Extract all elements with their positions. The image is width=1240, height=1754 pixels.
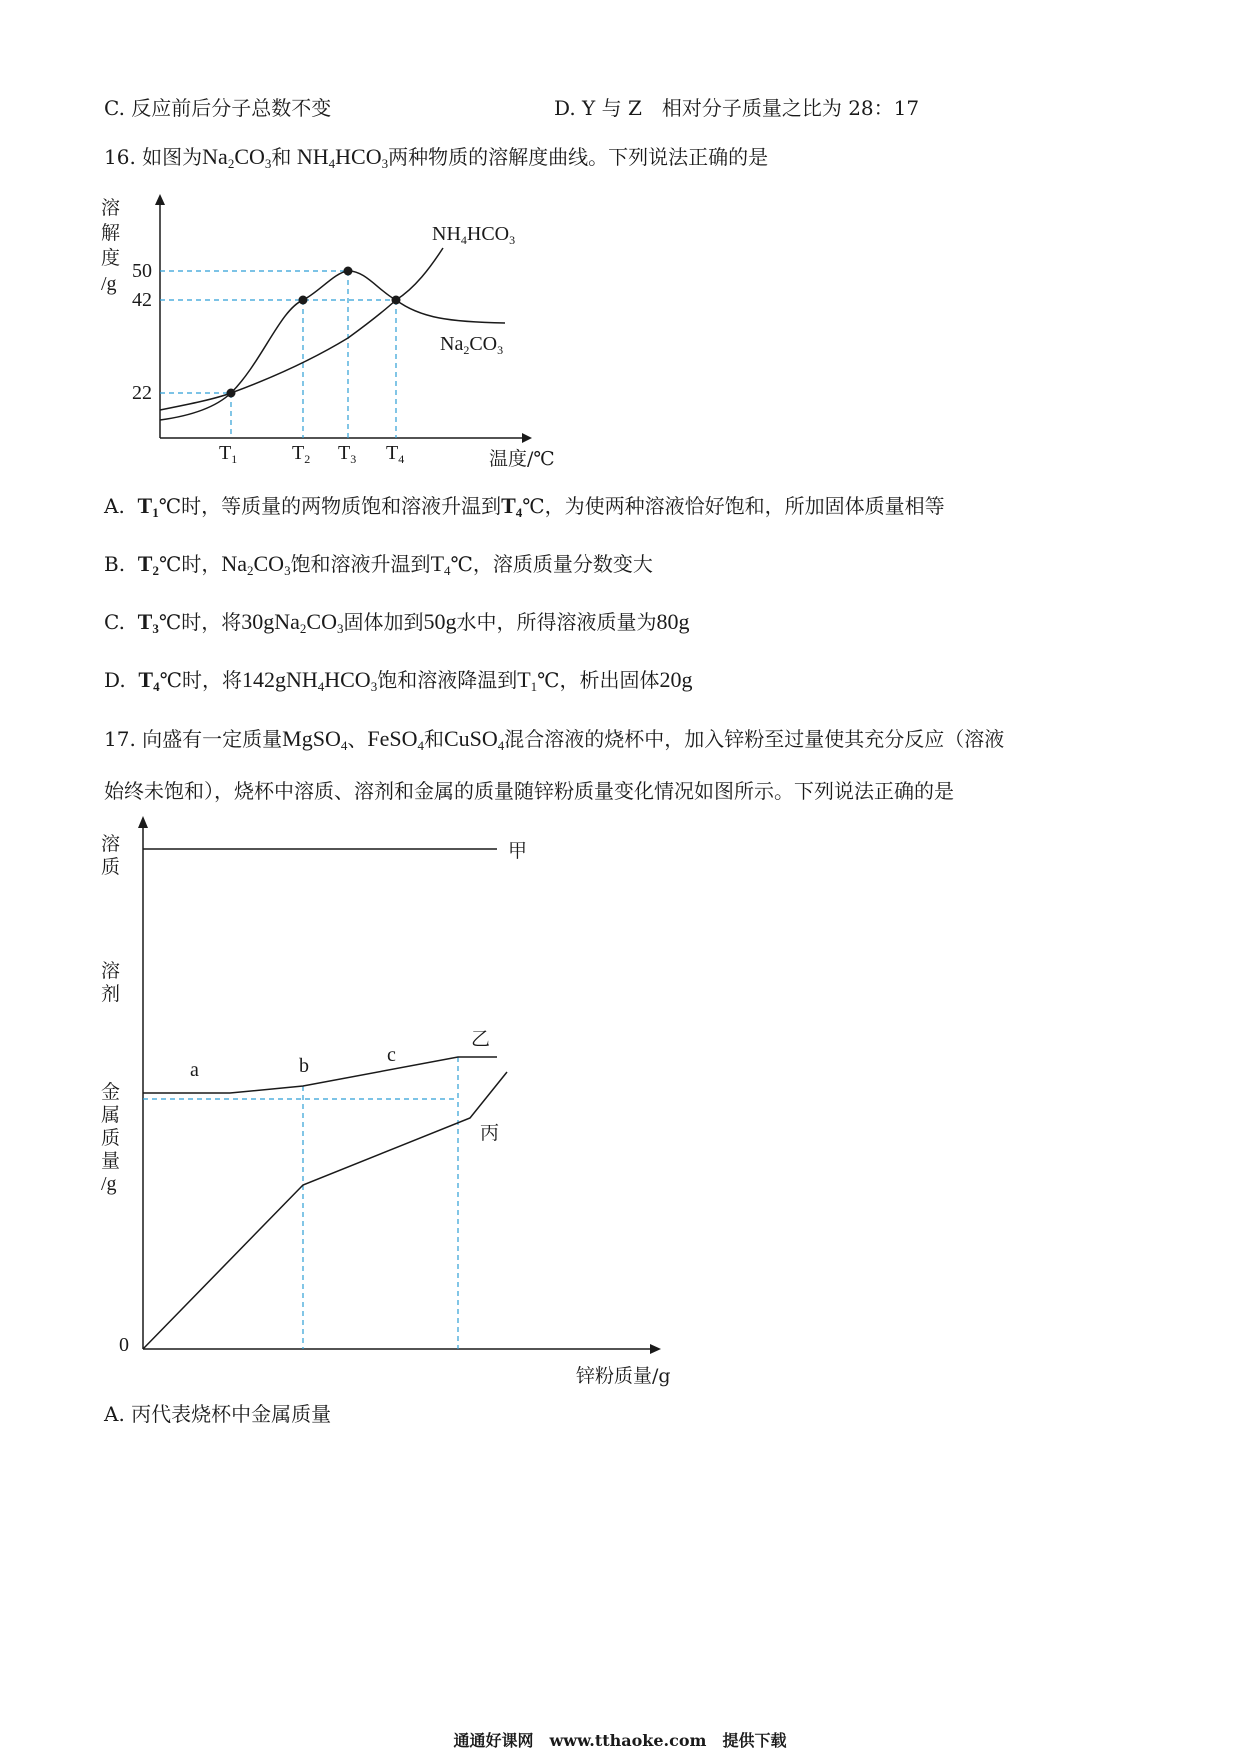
series-bing-line <box>143 1072 507 1349</box>
guide-lines <box>160 271 396 438</box>
y-label-char-2: 解 <box>101 222 121 244</box>
point-t1 <box>227 389 236 398</box>
q15-option-d: D. Y 与 Z 相对分子质量之比为 28：17 <box>554 96 920 120</box>
y-tick-42: 42 <box>132 289 152 311</box>
q16-option-c: C. $T_3℃$时，将$30gNa_2CO_3$固体加到50g水中，所得溶液质量为80g <box>104 609 690 636</box>
origin-label: 0 <box>119 1334 129 1356</box>
y-label-char-3: 度 <box>101 247 121 269</box>
q16-option-b: B. $T_2℃$时，$Na_2CO_3$饱和溶液升温到$T_4℃$，溶质质量分数变大 <box>104 551 653 578</box>
guide-lines <box>143 1057 458 1349</box>
point-label-b: b <box>299 1055 309 1077</box>
y-label-char-1: 溶 <box>101 197 121 219</box>
y-axis-arrow <box>155 194 165 205</box>
x-tick-t4: $T_4$ <box>386 442 405 466</box>
q16-option-d: D. $T_4℃$时，将$142gNH_4HCO_3$饱和溶液降温到$T_1℃$，析出固体20g <box>104 667 693 694</box>
point-label-a: a <box>190 1059 199 1081</box>
y-label-metal-2: 属 <box>101 1104 121 1126</box>
x-axis-arrow <box>522 433 532 443</box>
point-label-c: c <box>387 1044 396 1066</box>
series-na2co3-line <box>160 271 505 420</box>
x-axis-label: 温度/℃ <box>489 448 555 470</box>
x-tick-t3: $T_3$ <box>338 442 357 466</box>
point-t2 <box>299 296 308 305</box>
y-axis-arrow <box>138 816 148 828</box>
series-yi-line <box>143 1057 497 1093</box>
series-label-na2co3: $Na_2CO_3$ <box>440 333 504 357</box>
x-tick-t2: $T_2$ <box>292 442 311 466</box>
q16-option-a: A. $T_1℃$时，等质量的两物质饱和溶液升温到$T_4℃$，为使两种溶液恰好饱和，所加固体质量相等 <box>104 493 945 520</box>
q16-stem: 16. 如图为$Na_2CO_3$和 $NH_4HCO_3$两种物质的溶解度曲线。下列说法正确的是 <box>104 144 769 171</box>
series-nh4hco3-line <box>160 248 443 410</box>
x-tick-t1: $T_1$ <box>219 442 238 466</box>
y-tick-50: 50 <box>132 260 152 282</box>
y-label-metal-3: 质 <box>101 1127 121 1149</box>
x-axis-arrow <box>650 1344 661 1354</box>
q17-stem-line-1: 17. 向盛有一定质量MgSO$_4$、FeSO$_4$和CuSO$_4$混合溶液的烧杯中，加入锌粉至过量使其充分反应（溶液 <box>104 726 1005 753</box>
y-label-solute-1: 溶 <box>101 833 121 855</box>
y-tick-22: 22 <box>132 382 152 404</box>
series-label-jia: 甲 <box>508 840 528 862</box>
q15-option-c: C. 反应前后分子总数不变 <box>104 96 332 120</box>
footer-watermark: 通通好课网 www.tthaoke.com 提供下载 <box>453 1731 787 1750</box>
series-label-nh4hco3: $NH_4HCO_3$ <box>432 223 516 247</box>
y-label-metal-1: 金 <box>101 1081 121 1103</box>
y-label-solvent-2: 剂 <box>101 983 121 1005</box>
y-label-unit: /g <box>101 273 117 295</box>
point-t4 <box>392 296 401 305</box>
x-axis-label: 锌粉质量/g <box>576 1365 671 1387</box>
series-label-yi: 乙 <box>471 1028 491 1050</box>
q17-option-a: A. 丙代表烧杯中金属质量 <box>104 1402 332 1426</box>
series-label-bing: 丙 <box>480 1122 500 1144</box>
q17-stem-line-2: 始终未饱和），烧杯中溶质、溶剂和金属的质量随锌粉质量变化情况如图所示。下列说法正确的是 <box>104 779 954 803</box>
y-label-metal-4: 量 <box>101 1150 121 1172</box>
point-t3 <box>344 267 353 276</box>
y-label-metal-unit: /g <box>101 1173 117 1195</box>
y-label-solute-2: 质 <box>101 856 121 878</box>
y-label-solvent-1: 溶 <box>101 960 121 982</box>
